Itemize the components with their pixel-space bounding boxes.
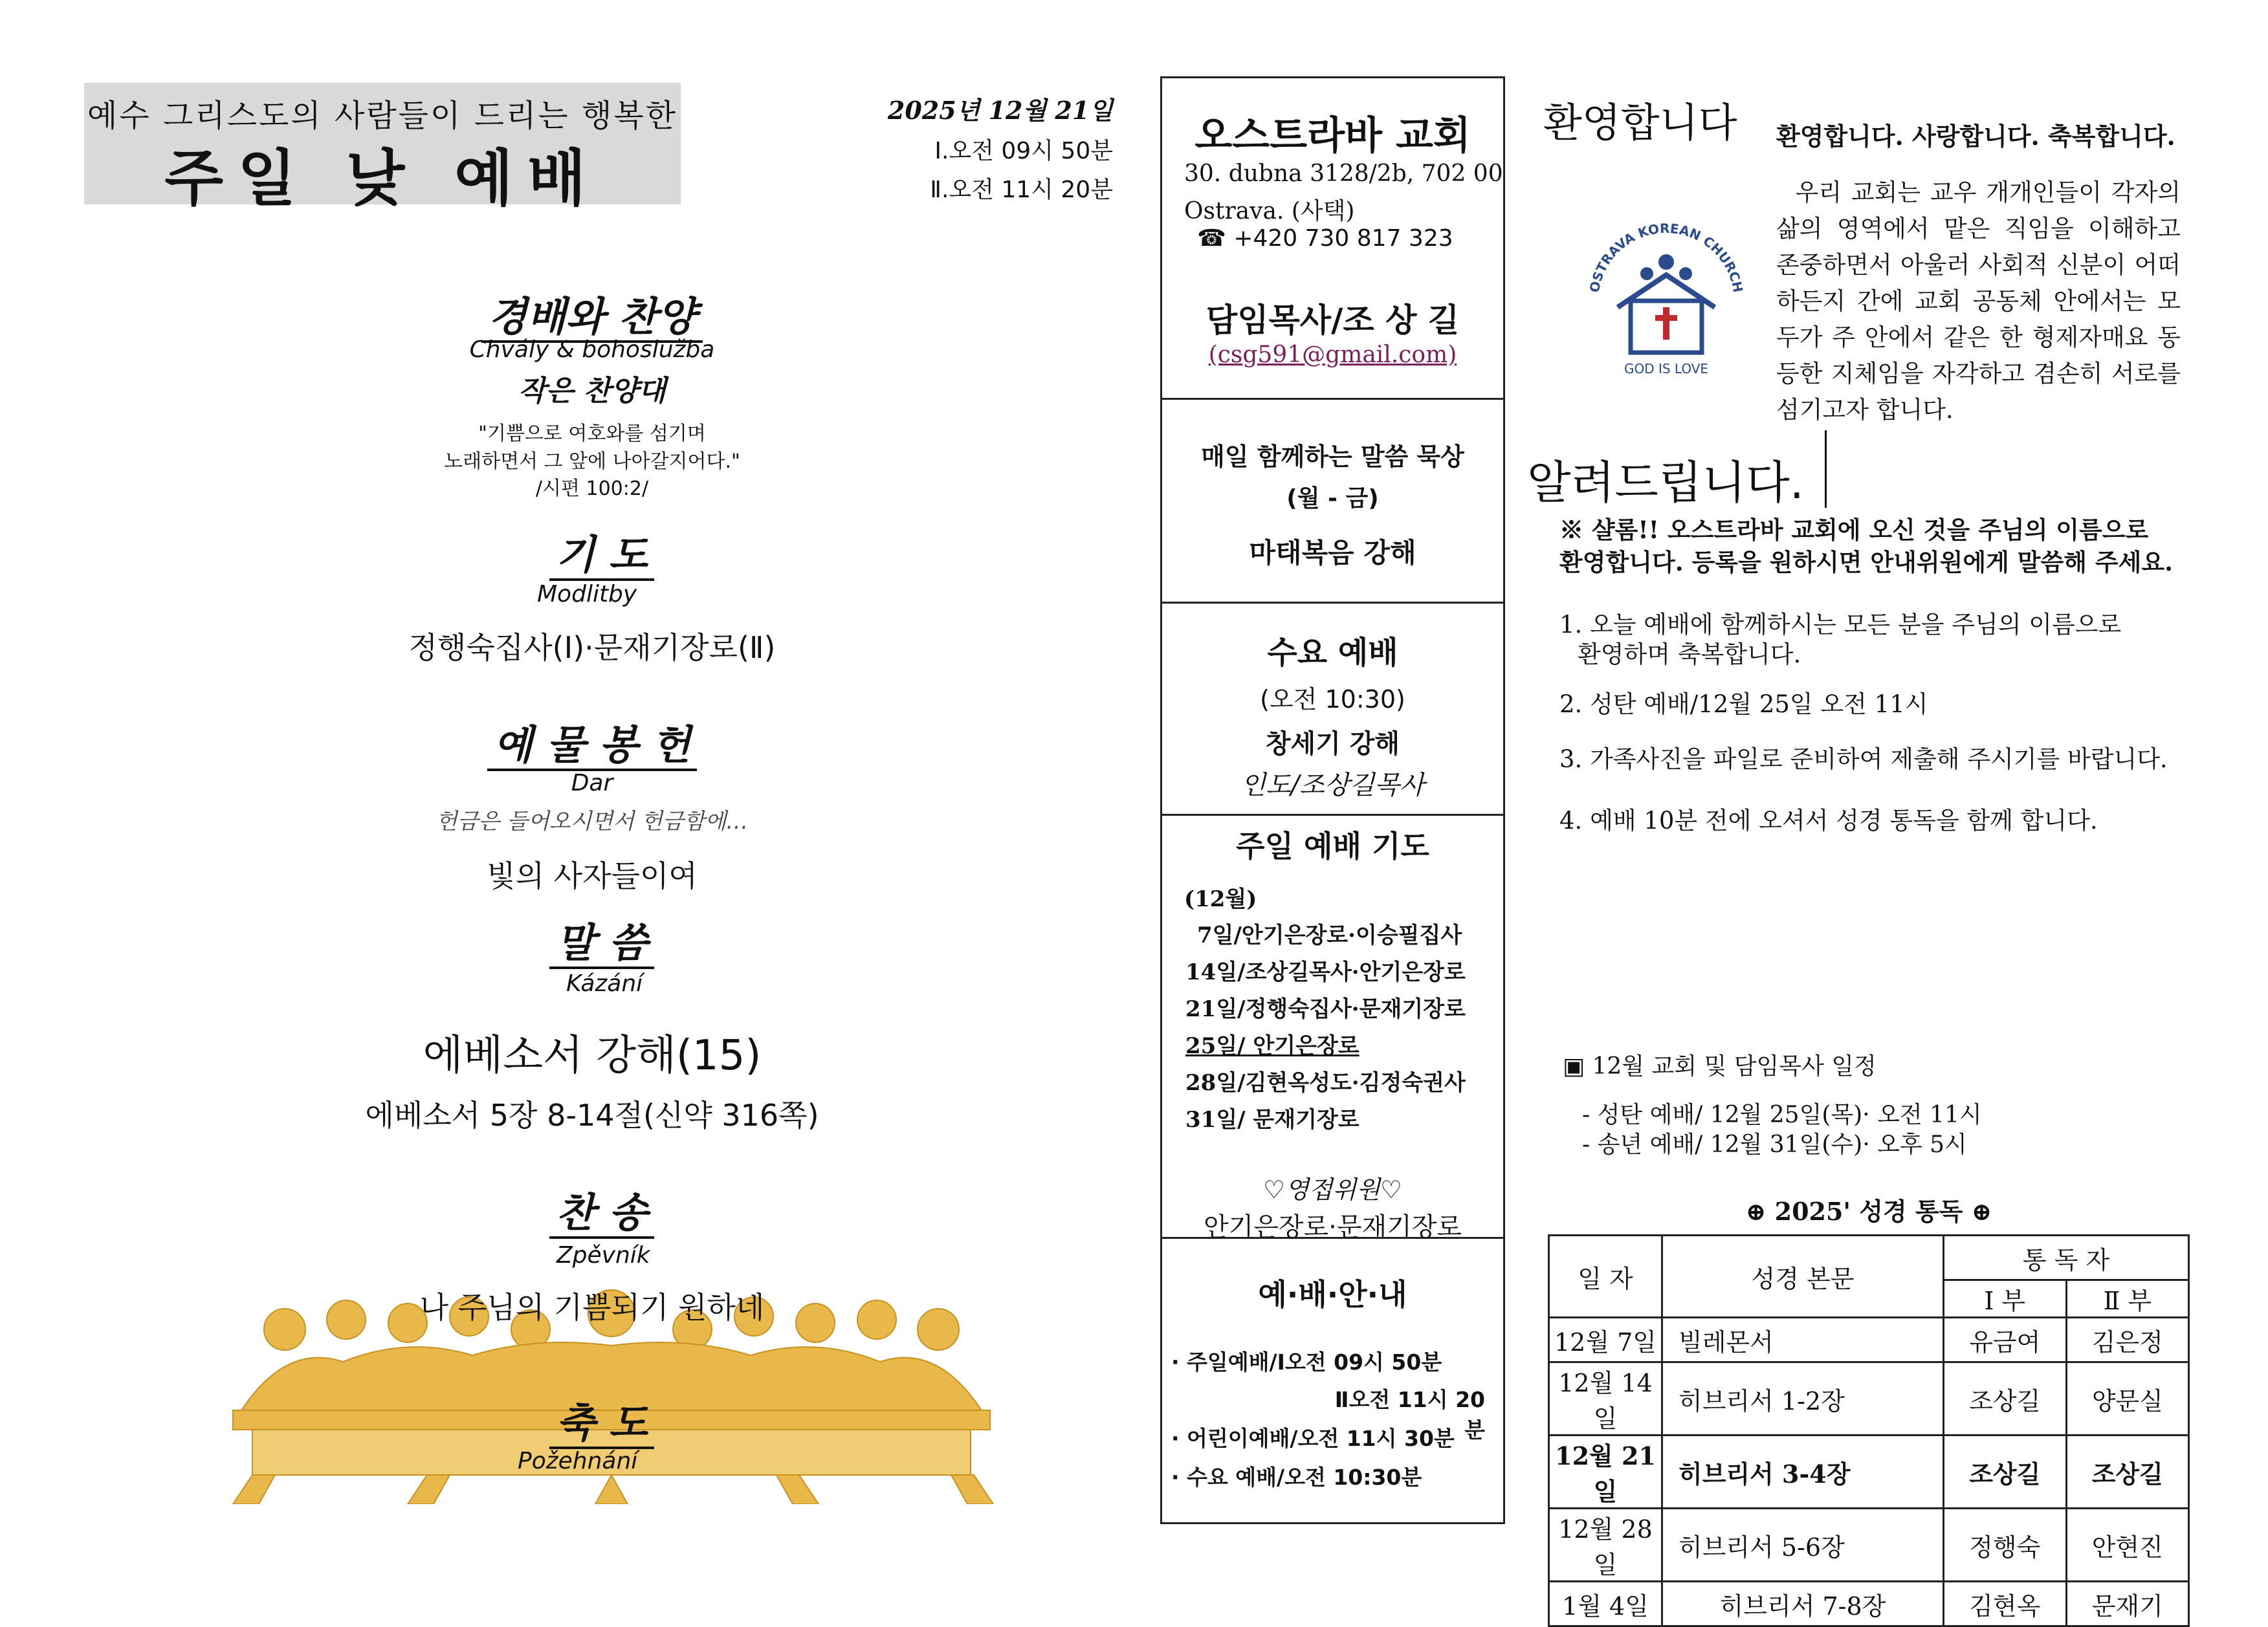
header-date: 일 자 [1549, 1236, 1662, 1318]
header-title: 주일 낮 예배 [164, 144, 600, 214]
cell-passage: 히브리서 3-4장 [1662, 1436, 1944, 1509]
notice-title: 알려드립니다. [1527, 456, 1804, 509]
guide-row: · 수요 예배/오전 10:30분 [1171, 1465, 1422, 1490]
cell-reader2: 문재기 [2066, 1582, 2189, 1626]
header-part2: Ⅱ 부 [2066, 1280, 2189, 1318]
divider [1160, 602, 1505, 604]
schedule-line: - 성탄 예배/ 12월 25일(목)· 오전 11시 [1582, 1102, 1982, 1128]
cell-date: 12월 28일 [1549, 1509, 1662, 1582]
daily-title: 매일 함께하는 말씀 묵상 [1201, 442, 1464, 471]
notice-item: 4. 예배 10분 전에 오셔서 성경 통독을 함께 합니다. [1559, 807, 2098, 835]
benediction-title: 축 도 [511, 1391, 692, 1448]
offering-song: 빛의 사자들이여 [487, 858, 698, 893]
sermon-sub: Kázání [566, 970, 643, 997]
service-time-1: Ⅰ.오전 09시 50분 [934, 138, 1113, 164]
header-passage: 성경 본문 [1662, 1236, 1944, 1318]
greeter-label: ♡영접위원♡ [1263, 1175, 1402, 1204]
notice-item: 2. 성탄 예배/12월 25일 오전 11시 [1559, 690, 1928, 718]
prayer-leader: 정행숙집사(Ⅰ)·문재기장로(Ⅱ) [408, 630, 776, 665]
cell-reader1: 조상길 [1944, 1362, 2067, 1436]
cell-passage: 히브리서 5-6장 [1662, 1509, 1944, 1582]
notice-item: 환영하며 축복합니다. [1578, 640, 1801, 668]
prayer-title: 기 도 [518, 523, 686, 580]
wednesday-lead: 인도/조상길목사 [1240, 770, 1425, 800]
daily-days: (월 - 금) [1286, 485, 1379, 512]
wednesday-title: 수요 예배 [1267, 635, 1398, 671]
svg-text:OSTRAVA KOREAN CHURCH: OSTRAVA KOREAN CHURCH [1586, 220, 1746, 294]
prayer-schedule-row: 31일/ 문재기장로 [1185, 1107, 1360, 1133]
benediction-sub: Požehnání [518, 1448, 638, 1474]
table-row [1549, 1582, 2189, 1626]
cell-reader2: 안현진 [2066, 1509, 2189, 1582]
header-readers: 통 독 자 [1944, 1236, 2189, 1280]
prayer-schedule-row: 14일/조상길목사·안기은장로 [1185, 959, 1466, 985]
cell-date: 1월 4일 [1549, 1582, 1662, 1626]
table-row [1549, 1362, 2189, 1436]
reading-table [1548, 1234, 2190, 1627]
cell-date: 12월 21일 [1549, 1436, 1662, 1509]
greeters: 안기은장로·문재기장로 [1203, 1212, 1462, 1242]
cell-passage: 히브리서 1-2장 [1662, 1362, 1944, 1436]
welcome-lead: 환영합니다. 사랑합니다. 축복합니다. [1776, 122, 2175, 151]
service-date: 2025년 12월 21일 [887, 96, 1113, 125]
divider [1825, 430, 1827, 508]
cell-reader1: 유금여 [1944, 1318, 2067, 1362]
prayer-sub: Modlitby [537, 581, 637, 607]
prayer-schedule-row: 21일/정행숙집사·문재기장로 [1185, 996, 1466, 1022]
church-name: 오스트라바 교회 [1195, 113, 1471, 158]
guide-row: · 주일예배/Ⅰ오전 09시 50분 [1171, 1349, 1442, 1375]
cell-reader1: 정행숙 [1944, 1509, 2067, 1582]
header-subtitle: 예수 그리스도의 사람들이 드리는 행복한 [87, 98, 678, 134]
pastor-email[interactable]: (csg591@gmail.com) [1208, 342, 1457, 368]
table-row [1549, 1318, 2189, 1362]
svg-text:GOD IS LOVE: GOD IS LOVE [1624, 361, 1709, 377]
notice-item: 3. 가족사진을 파일로 준비하여 제출해 주시기를 바랍니다. [1559, 745, 2168, 773]
prayer-schedule-row: 28일/김현옥성도·김정숙권사 [1185, 1070, 1466, 1096]
welcome-text: 우리 교회는 교우 개개인들이 각자의 삶의 영역에서 맡은 직임을 이해하고 존중하면서 아울러 사회적 신분이 어떠하든지 간에 교회 공동체 안에서는 모두가 주 안에서 같은 한 형제자매요 동등한 지체임을 자각하고 겸손히 서로를 섬기고자 합니다. [1776, 179, 2181, 424]
guide-row: · 어린이예배/오전 11시 30분 [1171, 1426, 1455, 1451]
prayer-schedule-title: 주일 예배 기도 [1236, 829, 1429, 864]
table-row [1549, 1509, 2189, 1582]
divider [1160, 398, 1505, 400]
schedule-title: ▣ 12월 교회 및 담임목사 일정 [1563, 1053, 1877, 1080]
church-address-2: Ostrava. (사택) [1184, 198, 1355, 224]
cell-reader1: 김현옥 [1944, 1582, 2067, 1626]
cell-reader2: 양문실 [2066, 1362, 2189, 1436]
worship-verse-1: "기쁨으로 여호와를 섬기며 [478, 422, 706, 445]
cell-date: 12월 14일 [1549, 1362, 1662, 1436]
sermon-title: 말 씀 [518, 911, 686, 968]
church-address-1: 30. dubna 3128/2b, 702 00 [1184, 160, 1503, 187]
wednesday-time: (오전 10:30) [1260, 685, 1405, 714]
schedule-line: - 송년 예배/ 12월 31일(수)· 오후 5시 [1582, 1131, 1967, 1158]
worship-leader: 작은 찬양대 [518, 375, 666, 408]
cell-passage: 히브리서 7-8장 [1662, 1582, 1944, 1626]
church-logo [1579, 204, 1754, 385]
reading-title: ⊕ 2025' 성경 통독 ⊕ [1745, 1197, 1992, 1226]
wednesday-book: 창세기 강해 [1265, 729, 1400, 759]
prayer-schedule-row: 7일/안기은장로·이승필집사 [1197, 923, 1462, 948]
guide-row: Ⅱ오전 11시 20분 [1334, 1387, 1485, 1443]
offering-note: 헌금은 들어오시면서 헌금함에… [435, 809, 749, 835]
worship-verse-ref: /시편 100:2/ [535, 477, 649, 500]
cell-reader2: 조상길 [2066, 1436, 2189, 1509]
offering-sub: Dar [571, 770, 613, 796]
sermon-theme: 에베소서 강해(15) [423, 1032, 762, 1080]
cell-reader2: 김은정 [2066, 1318, 2189, 1362]
divider [1160, 814, 1505, 816]
sermon-passage: 에베소서 5장 8-14절(신약 316쪽) [365, 1098, 819, 1133]
guide-title: 예·배·안·내 [1258, 1277, 1407, 1312]
hymn-title: 찬 송 [518, 1181, 686, 1238]
header-part1: Ⅰ 부 [1944, 1280, 2067, 1318]
prayer-schedule-month: (12월) [1184, 886, 1257, 912]
cell-reader1: 조상길 [1944, 1436, 2067, 1509]
worship-sub: Chvály & bohoslužba [469, 336, 715, 363]
daily-book: 마태복음 강해 [1249, 537, 1416, 569]
cell-passage: 빌레몬서 [1662, 1318, 1944, 1362]
worship-title: 경배와 찬양 [194, 285, 990, 342]
notice-intro-2: 환영합니다. 등록을 원하시면 안내위원에게 말씀해 주세요. [1559, 548, 2173, 576]
church-phone: ☎ +420 730 817 323 [1197, 225, 1453, 252]
hymn-sub: Zpěvník [556, 1242, 650, 1269]
hymn-song: 나 주님의 기쁨되기 원하네 [419, 1290, 765, 1325]
welcome-title: 환영합니다 [1543, 99, 1737, 146]
pastor-name: 담임목사/조 상 길 [1206, 301, 1460, 339]
table-row [1549, 1436, 2189, 1509]
notice-item: 1. 오늘 예배에 함께하시는 모든 분을 주님의 이름으로 [1559, 611, 2122, 639]
notice-intro-1: ※ 샬롬!! 오스트라바 교회에 오신 것을 주님의 이름으로 [1559, 516, 2149, 544]
prayer-schedule-row: 25일/ 안기은장로 [1185, 1033, 1360, 1059]
cell-date: 12월 7일 [1549, 1318, 1662, 1362]
worship-verse-2: 노래하면서 그 앞에 나아갈지어다." [444, 450, 740, 473]
offering-title: 예 물 봉 헌 [194, 713, 990, 770]
service-time-2: Ⅱ.오전 11시 20분 [930, 177, 1113, 203]
